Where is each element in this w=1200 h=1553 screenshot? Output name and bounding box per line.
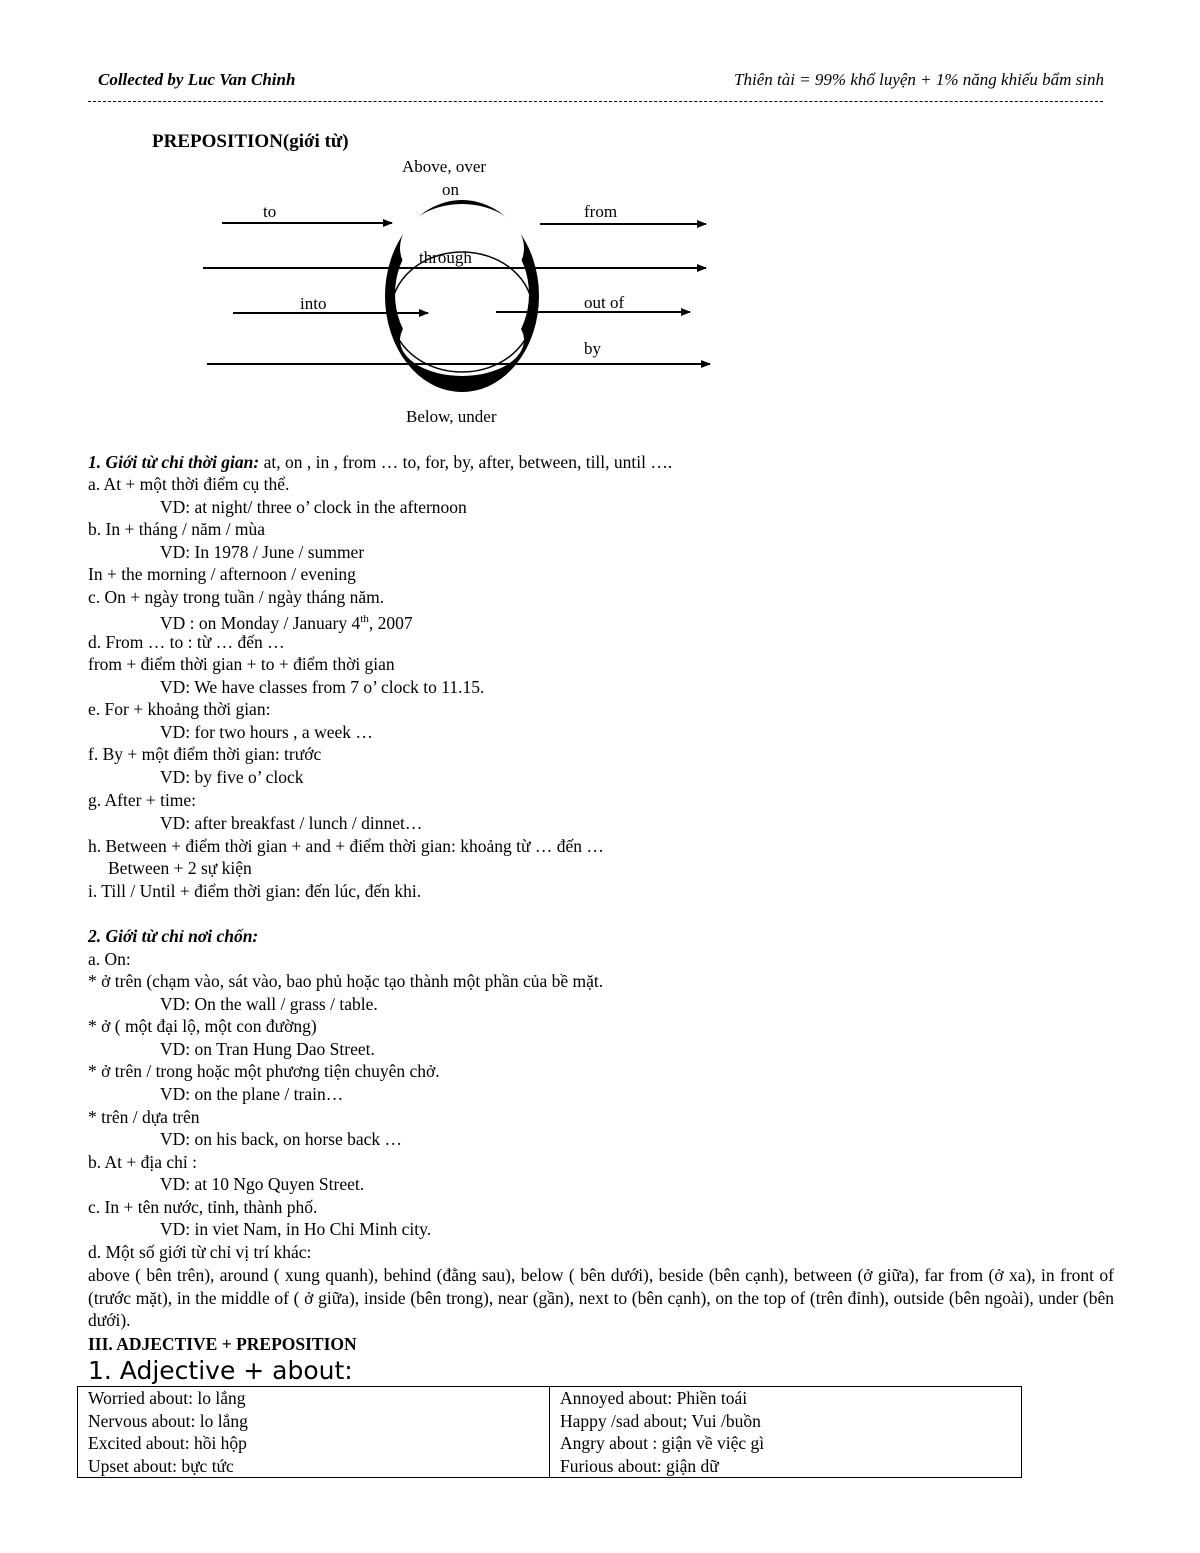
page-title: PREPOSITION(giới từ): [152, 131, 349, 152]
s2-example-a4: VD: on his back, on horse back …: [160, 1129, 403, 1149]
s1-line-g: g. After + time:: [88, 790, 197, 810]
s1-line-h2: Between + 2 sự kiện: [108, 858, 252, 878]
s1-line-d: d. From … to : từ … đến …: [88, 632, 285, 652]
section1-heading-line: [88, 451, 672, 473]
list-item: Nervous about: lo lắng: [88, 1410, 248, 1431]
s1-line-a: a. At + một thời điểm cụ thể.: [88, 474, 290, 494]
section2-heading: 2. Giới từ chỉ nơi chốn:: [88, 926, 259, 946]
table-cell-left: [78, 1387, 550, 1478]
s1-example-g: VD: after breakfast / lunch / dinnet…: [160, 813, 423, 833]
s1-line-e: e. For + khoảng thời gian:: [88, 699, 271, 719]
section3-heading: III. ADJECTIVE + PREPOSITION: [88, 1334, 357, 1354]
label-below: Below, under: [406, 407, 497, 426]
section1-heading: 1. Giới từ chỉ thời gian:: [88, 452, 260, 472]
s2-example-a1: VD: On the wall / grass / table.: [160, 994, 378, 1014]
label-out-of: out of: [584, 293, 625, 312]
s2-example-a3: VD: on the plane / train…: [160, 1084, 344, 1104]
s1-line-c: c. On + ngày trong tuần / ngày tháng năm.: [88, 587, 385, 607]
s2-line-c: c. In + tên nước, tỉnh, thành phố.: [88, 1197, 318, 1217]
s2-example-a2: VD: on Tran Hung Dao Street.: [160, 1039, 375, 1059]
s1-example-f: VD: by five o’ clock: [160, 767, 304, 787]
label-to: to: [263, 202, 277, 221]
section1-heading-rest: at, on , in , from … to, for, by, after, between, till, until ….: [259, 452, 673, 472]
s1-example-b: VD: In 1978 / June / summer: [160, 542, 365, 562]
label-on: on: [442, 180, 459, 199]
s1-example-d: VD: We have classes from 7 o’ clock to 11.15.: [160, 677, 485, 697]
list-item: Worried about: lo lắng: [88, 1388, 246, 1408]
s2-position-paragraph: above ( bên trên), around ( xung quanh), behind (đằng sau), below ( bên dưới), beside (bên cạnh), between (ở giữa), far from (ở xa), in front of (trước mặt), in the middle of ( ở giữa), inside (bên trong), near (gần), next to (bên cạnh), on the top of (trên đỉnh), outside (bên ngoài), under (bên dưới).: [88, 1265, 1114, 1330]
preposition-diagram: [0, 0, 1200, 440]
s2-line-d: d. Một số giới từ chỉ vị trí khác:: [88, 1242, 312, 1262]
list-item: Happy /sad about; Vui /buồn: [560, 1410, 761, 1431]
list-item: Excited about: hồi hộp: [88, 1433, 247, 1453]
list-item: Furious about: giận dữ: [560, 1455, 719, 1476]
s1-example-c-text: VD : on Monday / January 4: [160, 612, 361, 633]
list-item: Upset about: bực tức: [88, 1455, 234, 1476]
list-item: Angry about : giận về việc gì: [560, 1433, 765, 1453]
s1-line-h: h. Between + điểm thời gian + and + điểm thời gian: khoảng từ … đến …: [88, 836, 604, 856]
label-through: through: [419, 248, 472, 267]
s2-line-a2: * ở ( một đại lộ, một con đường): [88, 1016, 317, 1036]
s1-line-in: In + the morning / afternoon / evening: [88, 564, 356, 584]
s2-line-a: a. On:: [88, 949, 131, 969]
s1-line-f: f. By + một điểm thời gian: trước: [88, 744, 322, 764]
label-above: Above, over: [402, 157, 487, 176]
s1-example-c-sup: th: [360, 613, 369, 625]
table-row: [78, 1387, 1022, 1478]
label-into: into: [300, 294, 327, 313]
header-left: Collected by Luc Van Chinh: [98, 70, 296, 89]
label-from: from: [584, 202, 618, 221]
adjective-about-table: [77, 1386, 1022, 1478]
s1-line-from: from + điểm thời gian + to + điểm thời gian: [88, 654, 395, 674]
s2-example-b: VD: at 10 Ngo Quyen Street.: [160, 1174, 365, 1194]
s2-line-a4: * trên / dựa trên: [88, 1107, 200, 1127]
section3-subheading: 1. Adjective + about:: [88, 1356, 353, 1385]
s1-line-i: i. Till / Until + điểm thời gian: đến lúc, đến khi.: [88, 881, 422, 901]
label-by: by: [584, 339, 601, 358]
s1-example-c: [160, 608, 413, 634]
s1-example-c-tail: , 2007: [368, 612, 413, 633]
s1-example-a: VD: at night/ three o’ clock in the afternoon: [160, 497, 467, 517]
s2-line-a1: * ở trên (chạm vào, sát vào, bao phủ hoặc tạo thành một phần của bề mặt.: [88, 971, 604, 991]
s1-line-b: b. In + tháng / năm / mùa: [88, 519, 266, 539]
list-item: Annoyed about: Phiền toái: [560, 1388, 748, 1408]
s2-example-c: VD: in viet Nam, in Ho Chi Minh city.: [160, 1219, 432, 1239]
table-cell-right: [550, 1387, 1022, 1478]
s1-example-e: VD: for two hours , a week …: [160, 722, 373, 742]
s2-line-b: b. At + địa chỉ :: [88, 1152, 198, 1172]
header-right: Thiên tài = 99% khổ luyện + 1% năng khiếu bẩm sinh: [734, 70, 1104, 89]
s2-line-a3: * ở trên / trong hoặc một phương tiện chuyên chở.: [88, 1061, 440, 1081]
